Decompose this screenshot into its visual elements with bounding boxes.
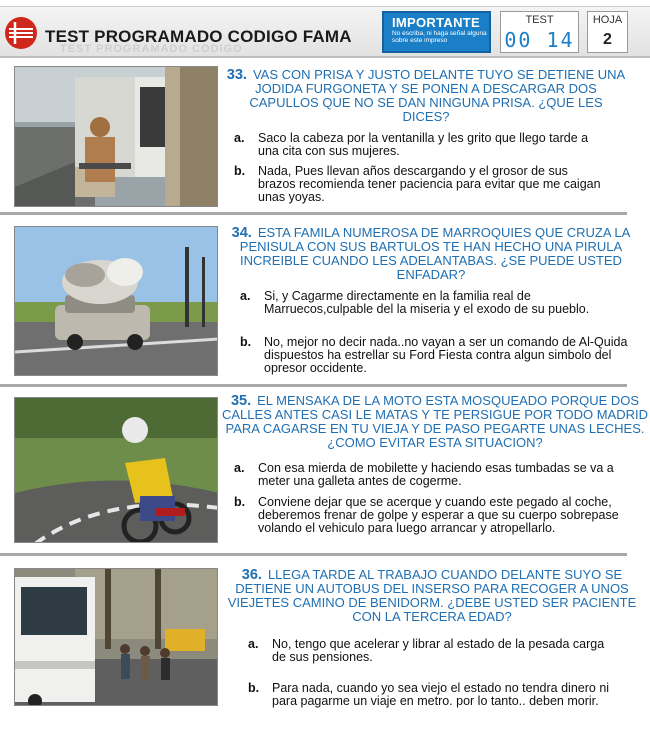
answer-letter: a.	[248, 637, 259, 651]
answer-text: Nada, Pues llevan años descargando y el grosor de sus brazos recomienda tener paciencia para evitar que me caigan unas yoyas.	[258, 164, 601, 204]
answer-text: Saco la cabeza por la ventanilla y les grito que llego tarde a una cita con sus mujeres.	[258, 131, 589, 158]
question-33-answer-b[interactable]	[234, 165, 606, 204]
answer-letter: b.	[234, 164, 246, 178]
answer-letter: b.	[248, 681, 260, 695]
section-divider	[0, 553, 627, 556]
answer-text: No, tengo que acelerar y librar al estado de la pesada carga de sus pensiones.	[272, 637, 605, 664]
question-36-answer-b[interactable]	[248, 682, 628, 708]
question-36-text: LLEGA TARDE AL TRABAJO CUANDO DELANTE SUYO SE DETIENE UN AUTOBUS DEL INSERSO PARA RECOGER A UNOS VIEJETES CAMINO DE BENIDORM. ¿DEBE USTED SER PACIENTE CON LA TERCERA EDAD?	[227, 567, 637, 624]
question-36	[226, 568, 638, 624]
test-label: TEST	[525, 14, 554, 26]
question-34-number: 34.	[231, 225, 252, 241]
answer-letter: a.	[234, 461, 245, 475]
fama-logo-icon	[4, 16, 38, 50]
question-35-answer-a[interactable]	[234, 462, 622, 488]
answer-text: Con esa mierda de mobilette y haciendo esas tumbadas se va a meter una galleta antes de cogerme.	[258, 461, 614, 488]
sheet-number: 2	[603, 31, 612, 48]
important-note: No escriba, ni haga señal alguna sobre este impreso	[392, 30, 487, 44]
question-34-text: ESTA FAMILA NUMEROSA DE MARROQUIES QUE CRUZA LA PENISULA CON SUS BARTULOS TE HAN HECHO UNA PIRULA INCREIBLE CUANDO LES ADELANTABAS. ¿SE PUEDE USTED ENFADAR?	[239, 225, 631, 282]
page-title: TEST PROGRAMADO CODIGO FAMA	[45, 27, 352, 46]
important-label: IMPORTANTE	[392, 15, 480, 30]
question-33-answer-a[interactable]	[234, 132, 606, 158]
question-36-answer-a[interactable]	[248, 638, 620, 664]
header-ghost-text: TEST PROGRAMADO CODIGO	[60, 43, 243, 55]
photo-motorbike-rider	[14, 397, 218, 543]
answer-letter: a.	[234, 131, 245, 145]
question-33-number: 33.	[226, 67, 247, 83]
answer-text: No, mejor no decir nada..no vayan a ser un comando de Al-Quida dispuestos ha estrellar su Ford Fiesta contra algun simbolo del opresor occidente.	[264, 335, 628, 375]
page-header	[0, 0, 650, 62]
question-34	[218, 226, 644, 282]
important-notice	[382, 11, 491, 53]
question-35-answer-b[interactable]	[234, 496, 632, 535]
question-33-text: VAS CON PRISA Y JUSTO DELANTE TUYO SE DETIENE UNA JODIDA FURGONETA Y SE PONEN A DESCARGAR DOS CAPULLOS QUE NO SE DAN NINGUNA PRISA. ¿QUE LES DICES?	[249, 67, 626, 124]
answer-text: Si, y Cagarme directamente en la familia real de Marruecos,culpable del la miseria y el exodo de su pueblo.	[264, 289, 590, 316]
photo-delivery-van	[14, 66, 218, 207]
question-34-answer-b[interactable]	[240, 336, 630, 375]
sheet-label: HOJA	[592, 14, 623, 26]
answer-text: Conviene dejar que se acerque y cuando este pegado al coche, deberemos frenar de golpe y esperar a que su cuerpo sobrepase volando el vehiculo para luego arrancar y atropellarlo.	[258, 495, 619, 535]
section-divider	[0, 384, 627, 387]
question-35-text: EL MENSAKA DE LA MOTO ESTA MOSQUEADO PORQUE DOS CALLES ANTES CASI LE MATAS Y TE PERSIGUE POR TODO MADRID PARA CAGARSE EN TU VIEJA Y DE PASO PEGARTE UNAS LECHES. ¿COMO EVITAR ESTA SITUACION?	[222, 393, 648, 450]
test-box	[500, 11, 579, 53]
answer-letter: b.	[234, 495, 246, 509]
photo-bus-stop	[14, 568, 218, 706]
question-35	[222, 394, 648, 450]
photo-overloaded-car	[14, 226, 218, 376]
question-34-answer-a[interactable]	[240, 290, 612, 316]
test-number: 00 14	[504, 28, 575, 52]
section-divider	[0, 212, 627, 215]
sheet-box	[587, 11, 628, 53]
question-36-number: 36.	[241, 567, 262, 583]
answer-letter: a.	[240, 289, 251, 303]
answer-letter: b.	[240, 335, 252, 349]
question-33	[226, 68, 626, 124]
question-35-number: 35.	[230, 393, 252, 409]
answer-text: Para nada, cuando yo sea viejo el estado no tendra dinero ni para pagarme un viaje en metro. por lo tanto.. deben morir.	[272, 681, 610, 708]
